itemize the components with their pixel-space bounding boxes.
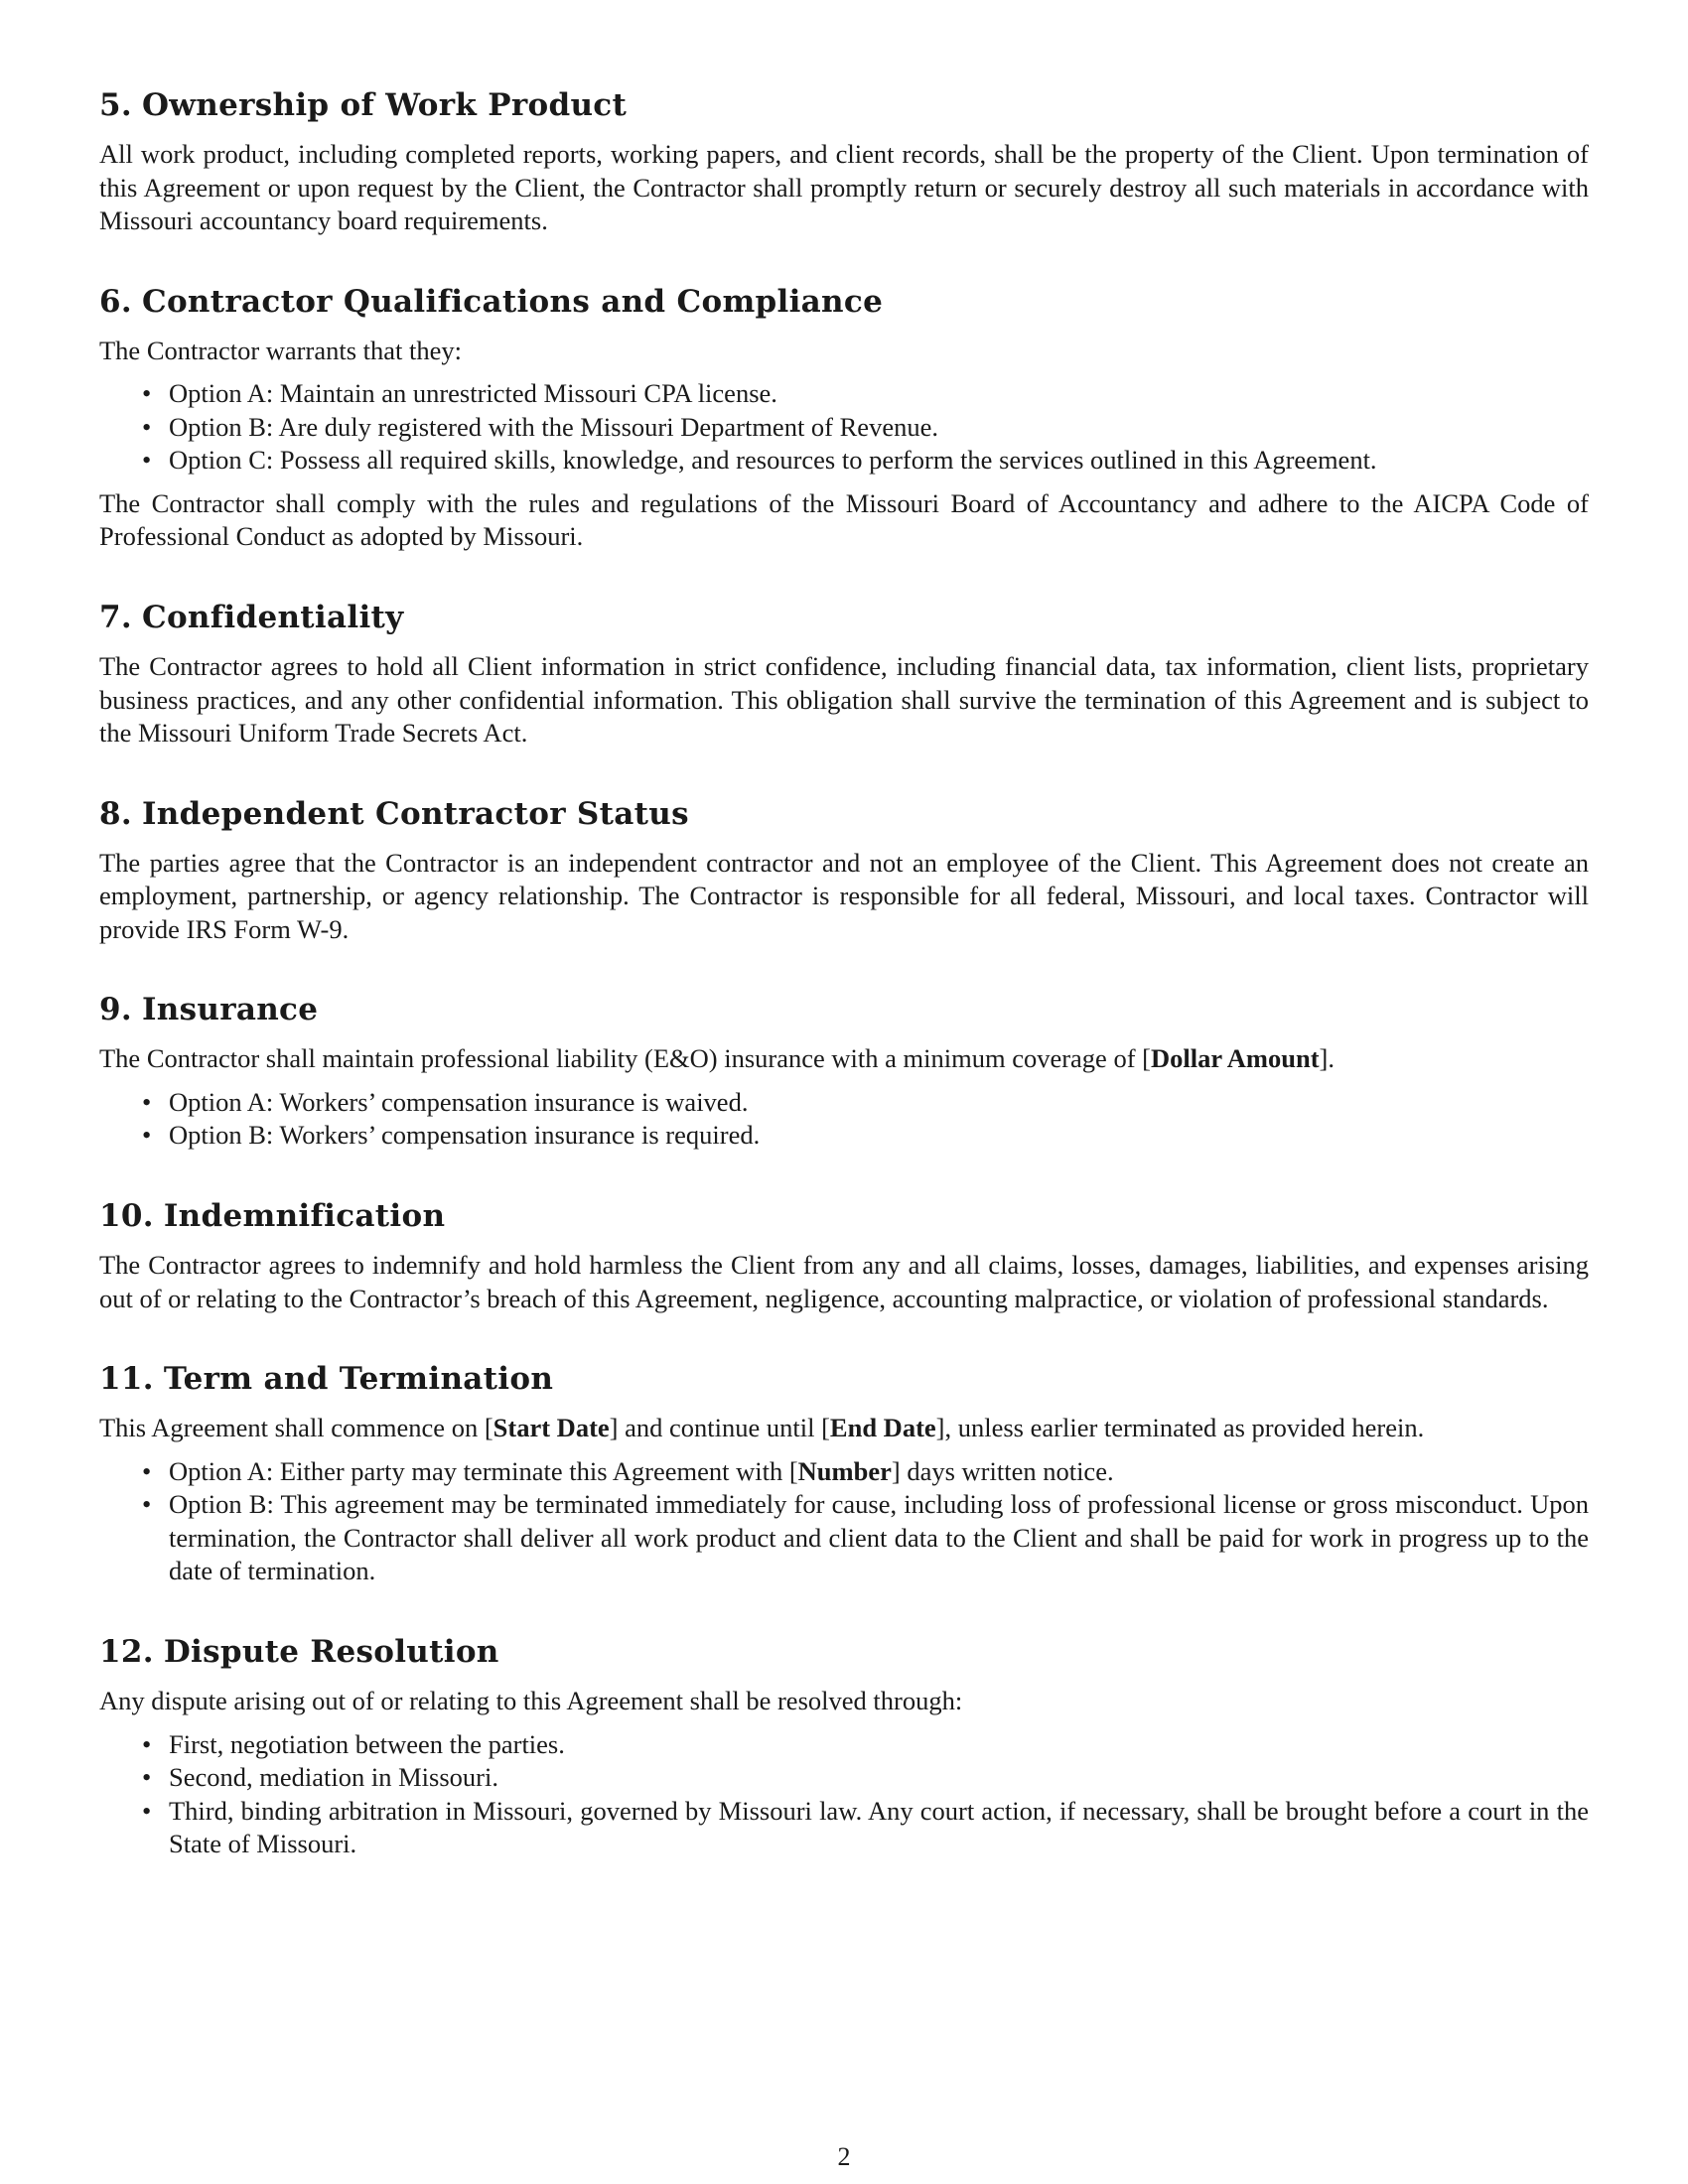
- section-heading: 12. Dispute Resolution: [99, 1633, 499, 1670]
- paragraph: All work product, including completed reports, working papers, and client records, shall be the property of the Client. Upon termination of this Agreement or upon request by the Client, the Contractor shall promptly return or securely destroy all such materials in accordance with Missouri accountancy board requirements.: [99, 139, 1589, 236]
- page-number: 2: [837, 2142, 851, 2171]
- list-item: • Option C: Possess all required skills, knowledge, and resources to perform the services outlined in this Agreement.: [169, 444, 1589, 478]
- bullet-icon: •: [142, 1728, 152, 1759]
- bullet-icon: •: [142, 1120, 152, 1151]
- option-list: [99, 1728, 1589, 1861]
- section-term-termination: [99, 1361, 1589, 1588]
- list-item: • Option A: Maintain an unrestricted Missouri CPA license.: [169, 377, 1589, 411]
- section-heading: 8. Independent Contractor Status: [99, 795, 689, 832]
- paragraph: The Contractor warrants that they:: [99, 335, 462, 365]
- document-page: [99, 87, 1589, 1907]
- list-item: • First, negotiation between the parties.: [169, 1728, 1589, 1762]
- placeholder-field: Number: [797, 1455, 892, 1486]
- paragraph: The parties agree that the Contractor is an independent contractor and not an employee of the Client. This Agreement does not create an employment, partnership, or agency relationship. The Contractor is responsible for all federal, Missouri, and local taxes. Contractor will provide IRS Form W-9.: [99, 847, 1589, 944]
- bullet-icon: •: [142, 445, 152, 476]
- option-list: [99, 1455, 1589, 1588]
- section-independent-contractor: [99, 796, 1589, 947]
- bullet-icon: •: [142, 1795, 152, 1826]
- paragraph: The Contractor agrees to indemnify and hold harmless the Client from any and all claims, losses, damages, liabilities, and expenses arising out of or relating to the Contractor’s breach of this Agreement, negligence, accounting malpractice, or violation of professional standards.: [99, 1250, 1589, 1313]
- section-heading: 10. Indemnification: [99, 1197, 446, 1234]
- paragraph: The Contractor shall maintain professional liability (E&O) insurance with a minimum coverage of [Dollar Amount].: [99, 1043, 1335, 1074]
- list-item: • Option A: Workers’ compensation insurance is waived.: [169, 1086, 1589, 1120]
- placeholder-field: End Date: [829, 1413, 936, 1443]
- section-confidentiality: [99, 600, 1589, 751]
- list-item: • Third, binding arbitration in Missouri, governed by Missouri law. Any court action, if necessary, shall be brought before a court in the State of Missouri.: [142, 1795, 1589, 1858]
- list-item: • Option B: Are duly registered with the Missouri Department of Revenue.: [169, 411, 1589, 445]
- bullet-icon: •: [142, 1489, 152, 1520]
- bullet-icon: •: [142, 1455, 152, 1486]
- bullet-icon: •: [142, 411, 152, 442]
- section-insurance: [99, 992, 1589, 1153]
- placeholder-field: Start Date: [492, 1413, 610, 1443]
- section-qualifications: [99, 284, 1589, 554]
- section-ownership: [99, 87, 1589, 238]
- section-heading: 11. Term and Termination: [99, 1361, 554, 1398]
- section-heading: 7. Confidentiality: [99, 599, 404, 635]
- bullet-icon: •: [142, 1086, 152, 1117]
- section-heading: 9. Insurance: [99, 992, 319, 1028]
- list-item: • Option A: Either party may terminate this Agreement with [Number] days written notice.: [169, 1455, 1589, 1489]
- paragraph: The Contractor agrees to hold all Client information in strict confidence, including financial data, tax information, client lists, proprietary business practices, and any other confidential information. This obligation shall survive the termination of this Agreement and is subject to the Missouri Uniform Trade Secrets Act.: [99, 651, 1589, 749]
- option-list: [99, 377, 1589, 478]
- paragraph: The Contractor shall comply with the rules and regulations of the Missouri Board of Accountancy and adhere to the AICPA Code of Professional Conduct as adopted by Missouri.: [99, 487, 1589, 552]
- option-list: [99, 1086, 1589, 1153]
- section-indemnification: [99, 1198, 1589, 1315]
- list-item: • Option B: This agreement may be terminated immediately for cause, including loss of professional license or gross misconduct. Upon termination, the Contractor shall deliver all work product and client data to the Client and shall be paid for work in progress up to the date of termination.: [142, 1489, 1589, 1586]
- paragraph: Any dispute arising out of or relating to this Agreement shall be resolved through:: [99, 1686, 963, 1715]
- paragraph: This Agreement shall commence on [Start Date] and continue until [End Date], unless earlier terminated as provided herein.: [99, 1413, 1425, 1443]
- list-item: • Second, mediation in Missouri.: [169, 1761, 1589, 1795]
- section-dispute-resolution: [99, 1634, 1589, 1861]
- list-item: • Option B: Workers’ compensation insurance is required.: [169, 1119, 1589, 1153]
- bullet-icon: •: [142, 378, 152, 409]
- bullet-icon: •: [142, 1762, 152, 1792]
- section-heading: 5. Ownership of Work Product: [99, 87, 628, 123]
- placeholder-field: Dollar Amount: [1150, 1043, 1320, 1074]
- section-heading: 6. Contractor Qualifications and Compliance: [99, 283, 884, 320]
